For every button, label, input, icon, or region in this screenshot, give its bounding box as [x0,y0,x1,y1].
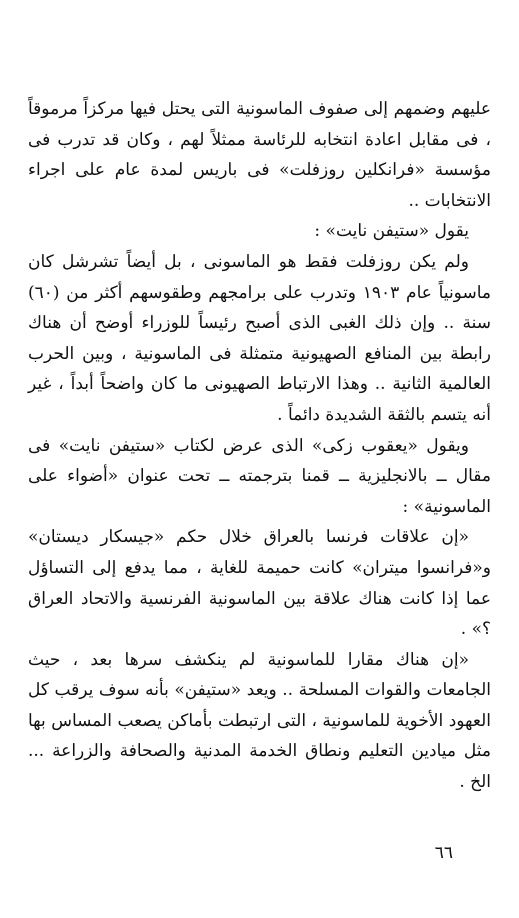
paragraph-5: «إن علاقات فرنسا بالعراق خلال حكم «جيسكار ديستان» و«فرانسوا ميتران» كانت حميمة للغاية ، مما يدفع إلى التساؤل عما إذا كانت هناك علاقة بين الماسونية الفرنسية والاتحاد العراق ؟» . [28,527,491,640]
paragraph-1: عليهم وضمهم إلى صفوف الماسونية التى يحتل فيها مركزاً مرموقاً ، فى مقابل اعادة انتخابه للرئاسة ممثلاً لهم ، وكان قد تدرب فى مؤسسة «فرانكلين روزفلت» فى باريس لمدة عام على اجراء الانتخابات .. [28,99,491,211]
paragraph-4: ويقول «يعقوب زكى» الذى عرض لكتاب «ستيفن نايت» فى مقال ــ بالانجليزية ــ قمنا بترجمته ــ تحت عنوان «أضواء على الماسونية» : [28,435,491,517]
paragraph-6: «إن هناك مقارا للماسونية لم ينكشف سرها بعد ، حيث الجامعات والقوات المسلحة .. ويعد «ستيفن» بأنه سوف يرقب كل العهود الأخوية للماسونية ، التى ارتبطت بأماكن يصعب المساس بها مثل ميادين التعليم ونطاق الخدمة المدنية والصحافة والزراعة ... الخ . [28,649,491,793]
page-number: ٦٦ [434,843,453,863]
body-text [28,94,491,798]
paragraph-3: ولم يكن روزفلت فقط هو الماسونى ، بل أيضاً تشرشل كان ماسونياً عام ١٩٠٣ وتدرب على برامجهم وطقوسهم أكثر من (٦٠) سنة .. وإن ذلك الغبى الذى أصبح رئيساً للوزراء أوضح أن هناك رابطة بين المنافع الصهيونية متمثلة فى الماسونية ، وبين الحرب العالمية الثانية .. وهذا الارتباط الصهيونى ما كان واضحاً أبداً ، غير أنه يتسم بالثقة الشديدة دائماً . [28,251,491,425]
paragraph-2: يقول «ستيفن نايت» : [314,221,469,242]
